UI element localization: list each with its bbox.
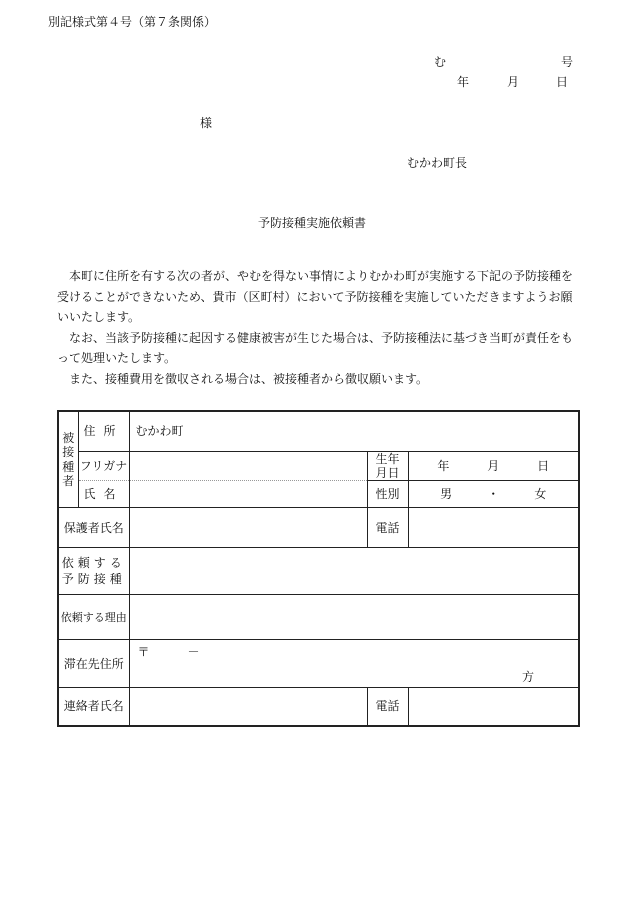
body-text (57, 266, 577, 389)
sender: むかわ町長 (407, 156, 468, 170)
body-paragraph-3: また、接種費用を徴収される場合は、被接種者から徴収願います。 (69, 371, 429, 386)
date-month: 月 (507, 75, 520, 89)
sex-dot: ・ (487, 487, 500, 502)
guardian-label: 保護者氏名 (58, 508, 129, 548)
addressee-suffix: 様 (200, 116, 213, 130)
document-title: 予防接種実施依頼書 (258, 216, 367, 230)
name-field[interactable] (129, 481, 367, 508)
date-year: 年 (457, 75, 470, 89)
guardian-phone-label: 電話 (367, 508, 408, 548)
body-paragraph-2: なお、当該予防接種に起因する健康被害が生じた場合は、予防接種法に基づき当町が責任をもって処理いたします。 (57, 330, 574, 365)
reason-label: 依頼する理由 (58, 595, 129, 640)
contact-phone-label: 電話 (367, 688, 408, 726)
name-label: 氏名 (78, 481, 129, 508)
vaccine-field[interactable] (129, 548, 579, 595)
contact-label: 連絡者氏名 (58, 688, 129, 726)
sex-male: 男 (440, 487, 453, 502)
stay-address-label: 滞在先住所 (58, 640, 129, 688)
request-form-table (57, 410, 580, 727)
postal-dash: － (187, 644, 200, 659)
contact-phone-field[interactable] (408, 688, 579, 726)
postal-mark: 〒 (137, 644, 150, 659)
number-suffix: 号 (561, 55, 574, 69)
guardian-phone-field[interactable] (408, 508, 579, 548)
birth-month: 月 (487, 458, 500, 473)
guardian-field[interactable] (129, 508, 367, 548)
contact-field[interactable] (129, 688, 367, 726)
address-field[interactable]: むかわ町 (129, 411, 579, 451)
furigana-label: フリガナ (78, 451, 129, 481)
recipient-label: 被接種者 (58, 411, 78, 508)
care-of: 方 (522, 670, 535, 685)
sex-field[interactable] (408, 481, 579, 508)
birth-year: 年 (437, 458, 450, 473)
birth-date-field[interactable] (408, 451, 579, 481)
form-id: 別記様式第４号（第７条関係） (48, 15, 217, 29)
date-day: 日 (556, 75, 569, 89)
birth-label: 生年 月日 (367, 451, 408, 481)
sex-female: 女 (534, 487, 547, 502)
birth-day: 日 (537, 458, 550, 473)
body-paragraph-1: 本町に住所を有する次の者が、やむを得ない事情によりむかわ町が実施する下記の予防接種を受けることができないため、貴市（区町村）において予防接種を実施していただきますようお願いいたします。 (57, 269, 574, 324)
number-prefix: む (434, 55, 447, 69)
stay-address-field[interactable] (129, 640, 579, 688)
vaccine-label: 依頼する 予防接種 (58, 548, 129, 595)
reason-field[interactable] (129, 595, 579, 640)
furigana-field[interactable] (129, 451, 367, 481)
sex-label: 性別 (367, 481, 408, 508)
address-label: 住所 (78, 411, 129, 451)
